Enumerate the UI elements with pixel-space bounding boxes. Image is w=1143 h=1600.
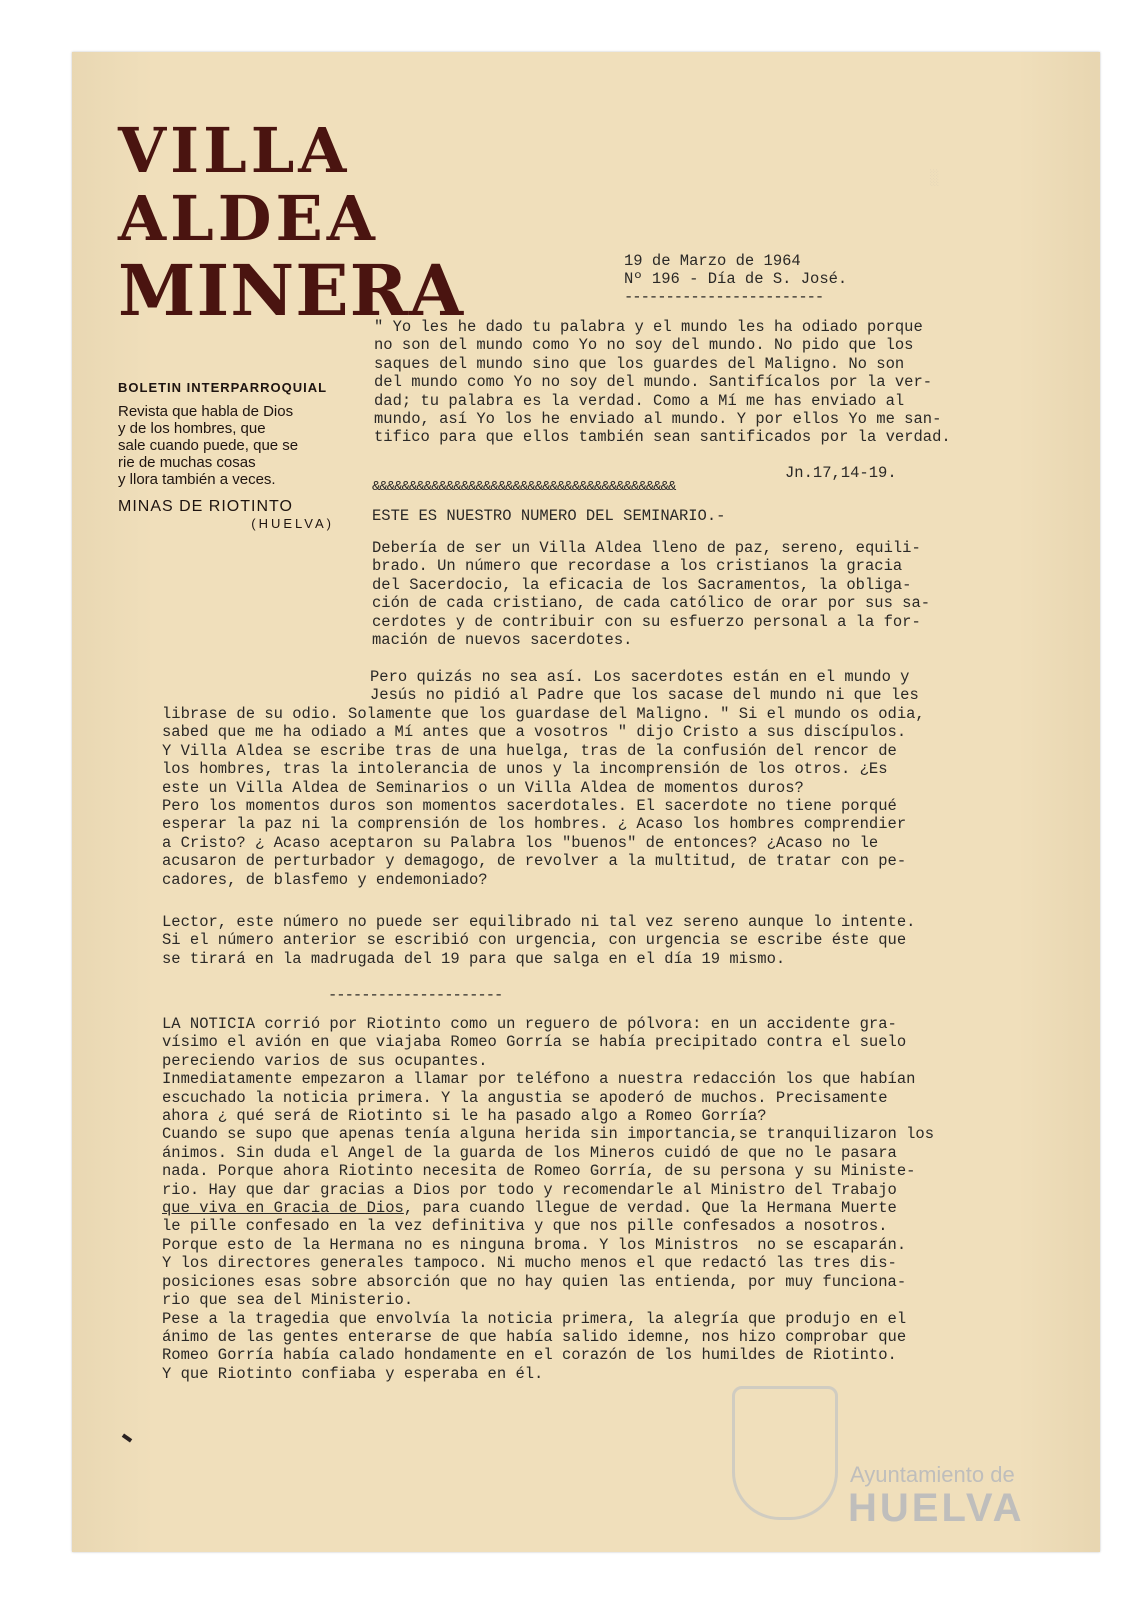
quote-reference: Jn.17,14-19. — [785, 464, 897, 482]
noticia-underlined-phrase: que viva en Gracia de Dios — [162, 1199, 404, 1218]
issue-number: Nº 196 - Día de S. José. — [624, 270, 848, 289]
separator-line: ------------------------ — [624, 288, 824, 306]
section-title: ESTE ES NUESTRO NUMERO DEL SEMINARIO.- — [372, 507, 726, 525]
place-name: MINAS DE RIOTINTO — [118, 498, 293, 515]
issue-header — [624, 252, 847, 289]
boletin-label: BOLETIN INTERPARROQUIAL — [118, 380, 328, 395]
province-name: (HUELVA) — [251, 516, 334, 531]
paragraph-quizas-rest: librase de su odio. Solamente que los guardase del Maligno. " Si el mundo os odia, sabed que me ha odiado a Mí antes que a vosotros " dijo Cristo a sus discípulos. Y Villa Aldea se escribe tras de una huelga, tras de la confusión del rencor de los hombres, tras la intolerancia de unos y la incomprensión de los otros. ¿Es este un Villa Aldea de Seminarios o un Villa Aldea de momentos duros? Pero los momentos duros son momentos sacerdotales. El sacerdote no tiene porqué esperar la paz ni la comprensión de los hombres. ¿ Acaso los hombres comprendier a Cristo? ¿ Acaso aceptaron su Palabra los "buenos" de entonces? ¿Acaso no le acusaron de perturbador y demagogo, de revolver a la multitud, de tratar con pe- cadores, de blasfemo y endemoniado? — [162, 705, 925, 889]
magazine-description: Revista que habla de Dios y de los hombres, que sale cuando puede, que se rie de muchas cosas y llora también a veces. — [118, 403, 299, 488]
masthead-title — [118, 114, 465, 332]
paragraph-seminario: Debería de ser un Villa Aldea lleno de paz, sereno, equili- brado. Un número que recordase a los cristianos la gracia del Sacerdocio, la eficacia de los Sacramentos, la obliga- ción de cada cristiano, de cada católico de orar por sus sa- cerdotes y de contribuir con su esfuerzo personal a la for- mación de nuevos sacerdotes. — [372, 539, 931, 650]
gospel-quote: " Yo les he dado tu palabra y el mundo les ha odiado porque no son del mundo como Yo no soy del mundo. No pido que los saques del mundo sino que los guardes del Maligno. No son del mundo como Yo no soy del mundo. Santifícalos por la ver- dad; tu palabra es la verdad. Como a Mí me has enviado al mundo, así Yo los he enviado al mundo. Y por ellos Yo me san- tifico para que ellos también sean santificados por la verdad. — [374, 318, 951, 447]
ornament-divider: &&&&&&&&&&&&&&&&&&&&&&&&&&&&&&&&&&&&&&&&& — [372, 479, 676, 495]
noticia-text-1: LA NOTICIA corrió por Riotinto como un reguero de pólvora: en un accidente gra- vísimo el avión en que viajaba Romeo Gorría se había precipitado contra el suelo pereciendo varios de sus ocupantes. Inmediatamente empezaron a llamar por teléfono a nuestra redacción los que habían escuchado la noticia primera. Y la angustia se apoderó de muchos. Precisamente ahora ¿ qué será de Riotinto si le ha pasado algo a Romeo Gorría? Cuando se supo que apenas tenía alguna herida sin importancia,se tranquilizaron los ánimos. Sin duda el Angel de la guarda de los Mineros cuidó de que no le pasara nada. Porque ahora Riotinto necesita de Romeo Gorría, de su persona y su Ministe- rio. Hay que dar gracias a Dios por todo y recomendarle al Ministro del Trabajo — [162, 1015, 935, 1199]
coat-of-arms-watermark-icon — [732, 1386, 838, 1520]
masthead-line-1: VILLA — [118, 114, 351, 187]
separator-line-2: --------------------- — [328, 986, 503, 1004]
paragraph-lector: Lector, este número no puede ser equilibrado ni tal vez sereno aunque lo intente. Si el número anterior se escribió con urgencia, con urgencia se escribe éste que se tirará en la madrugada del 19 para que salga en el día 19 mismo. — [162, 913, 916, 968]
masthead-line-3: MINERA — [118, 249, 465, 332]
issue-date: 19 de Marzo de 1964 — [624, 252, 801, 270]
masthead-sidebar — [118, 380, 338, 531]
paragraph-noticia — [162, 1015, 934, 1383]
watermark-line-2: HUELVA — [848, 1486, 1025, 1530]
masthead-line-2: ALDEA — [118, 182, 379, 255]
noticia-text-2: , para cuando llegue de verdad. Que la Hermana Muerte le pille confesado en la vez definitiva y que nos pille confesados a nosotros. Porque esto de la Hermana no es ninguna broma. Y los Ministros no se escaparán. Y los directores generales tampoco. Ni mucho menos el que redactó las tres dis- posiciones esas sobre absorción que no hay quien las entienda, por muy funciona- rio que sea del Ministerio. Pese a la tragedia que envolvía la noticia primera, la alegría que produjo en el ánimo de las gentes enterarse de que había salido idemne, nos hizo comprobar que Romeo Gorría había calado hondamente en el corazón de los humildes de Riotinto. Y que Riotinto confiaba y esperaba en él. — [162, 1199, 907, 1383]
watermark-line-1: Ayuntamiento de — [850, 1462, 1015, 1487]
paragraph-quizas-start: Pero quizás no sea así. Los sacerdotes están en el mundo y Jesús no pidió al Padre que los sacase del mundo ni que les — [370, 668, 919, 705]
show-through-text: ░ — [930, 170, 940, 187]
